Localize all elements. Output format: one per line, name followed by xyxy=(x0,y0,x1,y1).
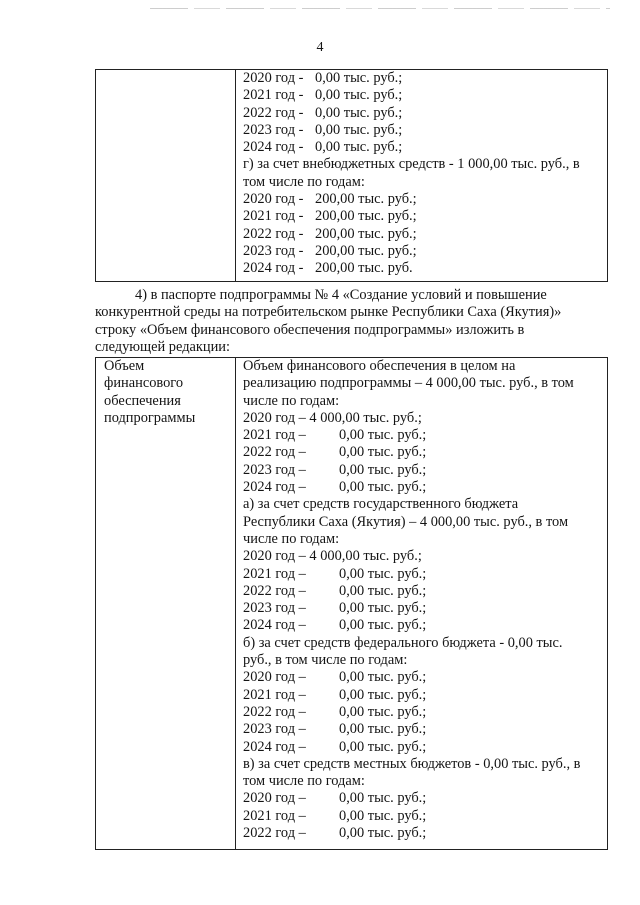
year-row: 2020 год – 4 000,00 тыс. руб.; xyxy=(243,548,422,565)
funding-label-cell xyxy=(96,358,236,849)
funding-label: Объем финансового обеспечения подпрограммы xyxy=(104,358,196,426)
state-budget-heading-cont: числе по годам: xyxy=(243,530,340,547)
intro-line: реализацию подпрограммы – 4 000,00 тыс. руб., в том xyxy=(243,375,574,392)
year-row: 2021 год - 0,00 тыс. руб.; xyxy=(243,87,403,104)
year-row: 2023 год – 0,00 тыс. руб.; xyxy=(243,461,427,478)
year-row: 2020 год - 200,00 тыс. руб.; xyxy=(243,191,417,208)
year-row: 2021 год - 200,00 тыс. руб.; xyxy=(243,208,417,225)
paragraph-line: 4) в паспорте подпрограммы № 4 «Создание условий и повышение xyxy=(135,287,547,303)
year-row: 2022 год - 0,00 тыс. руб.; xyxy=(243,104,403,121)
extrabudget-heading: г) за счет внебюджетных средств - 1 000,00 тыс. руб., в xyxy=(243,156,580,173)
top-table-right-cell xyxy=(243,70,601,278)
year-row: 2024 год - 0,00 тыс. руб.; xyxy=(243,139,403,156)
year-row: 2022 год - 200,00 тыс. руб.; xyxy=(243,225,417,242)
year-row: 2022 год – 0,00 тыс. руб.; xyxy=(243,703,427,720)
paragraph-line: конкурентной среды на потребительском рынке Республики Саха (Якутия)» xyxy=(95,304,562,321)
amendment-paragraph xyxy=(95,287,606,356)
intro-line: Объем финансового обеспечения в целом на xyxy=(243,358,516,374)
year-row: 2024 год – 0,00 тыс. руб.; xyxy=(243,479,427,496)
page-number: 4 xyxy=(316,40,324,55)
year-row: 2021 год – 0,00 тыс. руб.; xyxy=(243,807,427,824)
state-budget-heading: а) за счет средств государственного бюджета xyxy=(243,496,519,513)
year-row: 2024 год – 0,00 тыс. руб.; xyxy=(243,617,427,634)
funding-details-cell xyxy=(243,358,601,842)
local-budget-heading: в) за счет средств местных бюджетов - 0,00 тыс. руб., в xyxy=(243,755,581,772)
paragraph-line: следующей редакции: xyxy=(95,338,230,355)
year-row: 2021 год – 0,00 тыс. руб.; xyxy=(243,565,427,582)
year-row: 2023 год - 0,00 тыс. руб.; xyxy=(243,121,403,138)
year-row: 2022 год – 0,00 тыс. руб.; xyxy=(243,444,427,461)
year-row: 2021 год – 0,00 тыс. руб.; xyxy=(243,427,427,444)
year-row: 2023 год - 200,00 тыс. руб.; xyxy=(243,242,417,259)
intro-line: числе по годам: xyxy=(243,392,340,409)
year-row: 2024 год - 200,00 тыс. руб. xyxy=(243,260,413,277)
year-row: 2020 год – 4 000,00 тыс. руб.; xyxy=(243,409,422,426)
local-budget-heading-cont: том числе по годам: xyxy=(243,773,365,790)
top-funding-table xyxy=(95,69,608,282)
top-table-left-cell xyxy=(96,70,236,281)
year-row: 2024 год – 0,00 тыс. руб.; xyxy=(243,738,427,755)
scan-artifact-line xyxy=(150,8,610,9)
year-row: 2021 год – 0,00 тыс. руб.; xyxy=(243,686,427,703)
extrabudget-heading-cont: том числе по годам: xyxy=(243,173,365,190)
federal-budget-heading: б) за счет средств федерального бюджета - 0,00 тыс. xyxy=(243,634,563,651)
year-row: 2022 год – 0,00 тыс. руб.; xyxy=(243,582,427,599)
year-row: 2020 год – 0,00 тыс. руб.; xyxy=(243,790,427,807)
year-row: 2023 год – 0,00 тыс. руб.; xyxy=(243,721,427,738)
state-budget-heading-cont: Республики Саха (Якутия) – 4 000,00 тыс. руб., в том xyxy=(243,513,569,530)
year-row: 2020 год - 0,00 тыс. руб.; xyxy=(243,70,403,86)
year-row: 2023 год – 0,00 тыс. руб.; xyxy=(243,600,427,617)
paragraph-line: строку «Объем финансового обеспечения подпрограммы» изложить в xyxy=(95,321,525,338)
federal-budget-heading-cont: руб., в том числе по годам: xyxy=(243,652,408,669)
subprogram-funding-table xyxy=(95,357,608,850)
year-row: 2022 год – 0,00 тыс. руб.; xyxy=(243,825,427,842)
year-row: 2020 год – 0,00 тыс. руб.; xyxy=(243,669,427,686)
